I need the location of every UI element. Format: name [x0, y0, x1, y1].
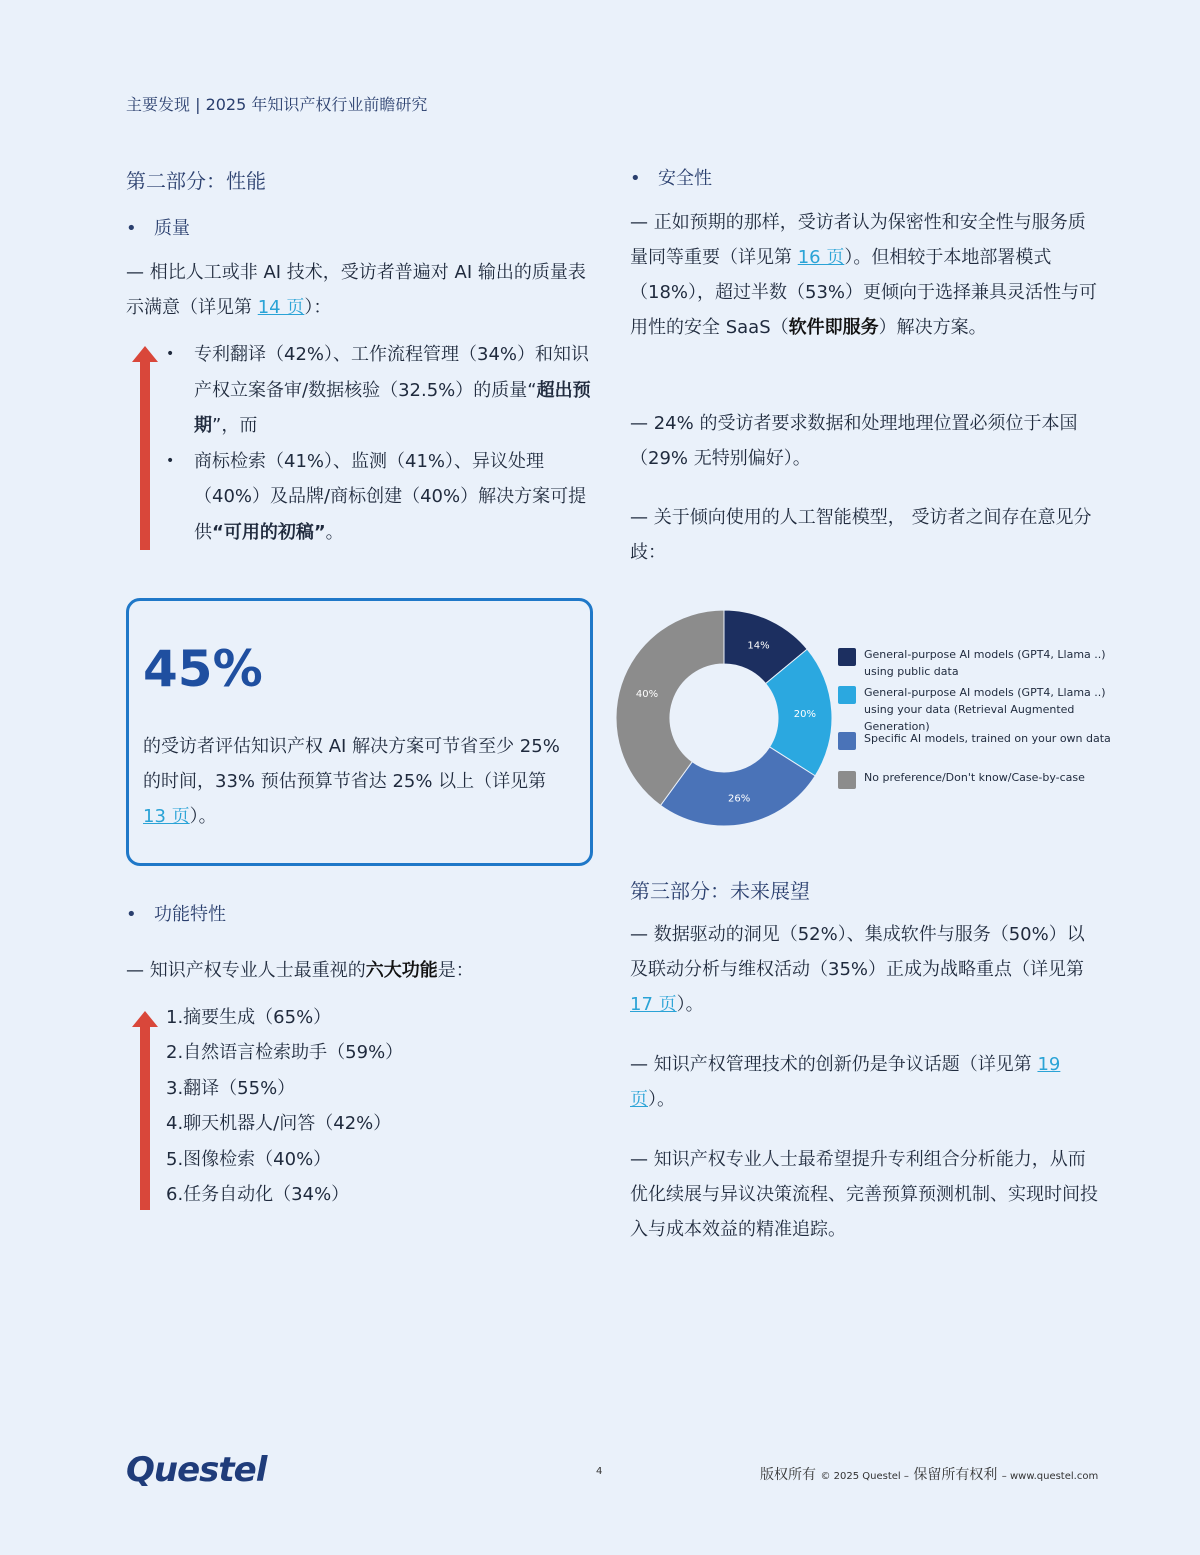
features-intro-text: — 知识产权专业人士最重视的: [126, 960, 366, 981]
questel-logo: Questel: [126, 1450, 267, 1490]
legend-item-4: [838, 769, 1134, 786]
bullet-dot: •: [630, 168, 641, 189]
legend-label-4: No preference/Don't know/Case-by-case: [864, 771, 1085, 784]
legend-item-2: [838, 684, 1134, 735]
bullet-security-label: 安全性: [658, 168, 712, 189]
callout-text-end: ）。: [189, 806, 217, 827]
bullet-dot: •: [126, 904, 137, 925]
bullet-quality: [126, 214, 190, 240]
quality-intro: [126, 255, 596, 325]
copyright-notice: [760, 1464, 1098, 1484]
page-19-link[interactable]: 19 页: [630, 1054, 1061, 1110]
features-intro-end: 是：: [437, 960, 474, 981]
quality-item-2-end: 。: [325, 521, 344, 543]
legend-label-1: General-purpose AI models (GPT4, Llama ..) using public data: [864, 648, 1106, 678]
quality-item-2-strong: “可用的初稿”: [212, 521, 326, 543]
quality-intro-text: — 相比人工或非 AI 技术，受访者普遍对 AI 输出的质量表示满意（详见第: [126, 262, 586, 318]
bullet-quality-label: 质量: [154, 218, 190, 239]
copyright-rights: 保留所有权利: [913, 1467, 998, 1483]
donut-label-1: 14%: [747, 640, 770, 652]
features-intro: [126, 953, 596, 988]
feature-item: 4.聊天机器人/问答（42%）: [166, 1113, 392, 1135]
quality-item-1: [166, 337, 596, 444]
legend-swatch-1: [838, 648, 856, 666]
future-p1-end: ）。: [676, 994, 704, 1015]
donut-label-2: 20%: [793, 708, 816, 720]
bullet-dot: •: [126, 218, 137, 239]
future-p3: — 知识产权专业人士最希望提升专利组合分析能力，从而优化续展与异议决策流程、完善预算预测机制、实现时间投入与成本效益的精准追踪。: [630, 1149, 1098, 1240]
arrow-shaft: [140, 360, 150, 550]
copyright-label: 版权所有: [760, 1467, 816, 1483]
section-3-title: 第三部分：未来展望: [630, 879, 810, 903]
feature-item: 2.自然语言检索助手（59%）: [166, 1042, 404, 1064]
legend-label-3: Specific AI models, trained on your own data: [864, 732, 1111, 745]
feature-item: 5.图像检索（40%）: [166, 1148, 332, 1170]
security-p1: [630, 205, 1100, 345]
bullet-security: [630, 164, 712, 190]
donut-label-3: 26%: [728, 793, 751, 805]
page-14-link[interactable]: 14 页: [257, 297, 305, 318]
security-p3: — 关于倾向使用的人工智能模型， 受访者之间存在意见分歧：: [630, 507, 1092, 563]
feature-item: 3.翻译（55%）: [166, 1077, 296, 1099]
copyright-year: © 2025 Questel –: [820, 1471, 909, 1482]
features-list: [166, 1000, 586, 1212]
page-16-link[interactable]: 16 页: [797, 247, 845, 268]
security-p1-mid: ）。但相较于本地部署模式（18%），超过半数（53%）更倾向于选择兼具灵活性与可用性的安全 SaaS（: [630, 247, 1098, 338]
future-p1-text: — 数据驱动的洞见（52%）、集成软件与服务（50%）以及联动分析与维权活动（35%）正成为战略重点（详见第: [630, 924, 1085, 980]
security-p1-end: ）解决方案。: [878, 317, 987, 338]
quality-item-2-text: 商标检索（41%）、监测（41%）、异议处理（40%）及品牌/商标创建（40%）解决方案可提供: [194, 450, 587, 543]
quality-list: [166, 337, 596, 550]
quality-item-1-text: 专利翻译（42%）、工作流程管理（34%）和知识产权立案备审/数据核验（32.5%）的质量“: [194, 344, 590, 401]
copyright-url: – www.questel.com: [1001, 1471, 1099, 1482]
arrow-shaft: [140, 1025, 150, 1210]
page-13-link[interactable]: 13 页: [143, 806, 190, 827]
page-number: 4: [596, 1466, 603, 1477]
security-p2: — 24% 的受访者要求数据和处理地理位置必须位于本国（29% 无特别偏好）。: [630, 413, 1078, 469]
feature-item: 6.任务自动化（34%）: [166, 1184, 350, 1206]
legend-label-2: General-purpose AI models (GPT4, Llama ..) using your data (Retrieval Augmented Generation): [864, 686, 1106, 733]
section-2-title: 第二部分：性能: [126, 169, 266, 193]
bullet-features-label: 功能特性: [154, 904, 226, 925]
legend-swatch-4: [838, 771, 856, 789]
legend-item-3: [838, 730, 1134, 747]
legend-swatch-2: [838, 686, 856, 704]
future-p2: [630, 1047, 1100, 1117]
quality-item-1-strong: 超出预期: [194, 379, 591, 436]
features-intro-strong: 六大功能: [365, 960, 438, 981]
ai-model-donut-chart: [612, 606, 836, 830]
page-header: 主要发现 | 2025 年知识产权行业前瞻研究: [126, 95, 428, 114]
callout-text-body: 的受访者评估知识产权 AI 解决方案可节省至少 25% 的时间，33% 预估预算节省达 25% 以上（详见第: [143, 736, 560, 792]
future-p1: [630, 917, 1100, 1022]
security-p1-strong: 软件即服务: [788, 317, 879, 338]
security-p1-text: — 正如预期的那样，受访者认为保密性和安全性与服务质量同等重要（详见第: [630, 212, 1086, 268]
future-p2-text: — 知识产权管理技术的创新仍是争议话题（详见第: [630, 1054, 1038, 1075]
callout-percent: 45%: [143, 640, 263, 698]
page-17-link[interactable]: 17 页: [630, 994, 677, 1015]
feature-item: 1.摘要生成（65%）: [166, 1007, 332, 1028]
future-p2-end: ）。: [648, 1089, 675, 1110]
legend-item-1: [838, 646, 1134, 680]
callout-text: [143, 729, 573, 834]
bullet-features: [126, 900, 226, 926]
quality-intro-end: ）：: [304, 297, 332, 318]
quality-item-2: [166, 444, 596, 551]
quality-item-1-end: ”，而: [212, 415, 258, 436]
donut-label-4: 40%: [635, 688, 659, 700]
legend-swatch-3: [838, 732, 856, 750]
